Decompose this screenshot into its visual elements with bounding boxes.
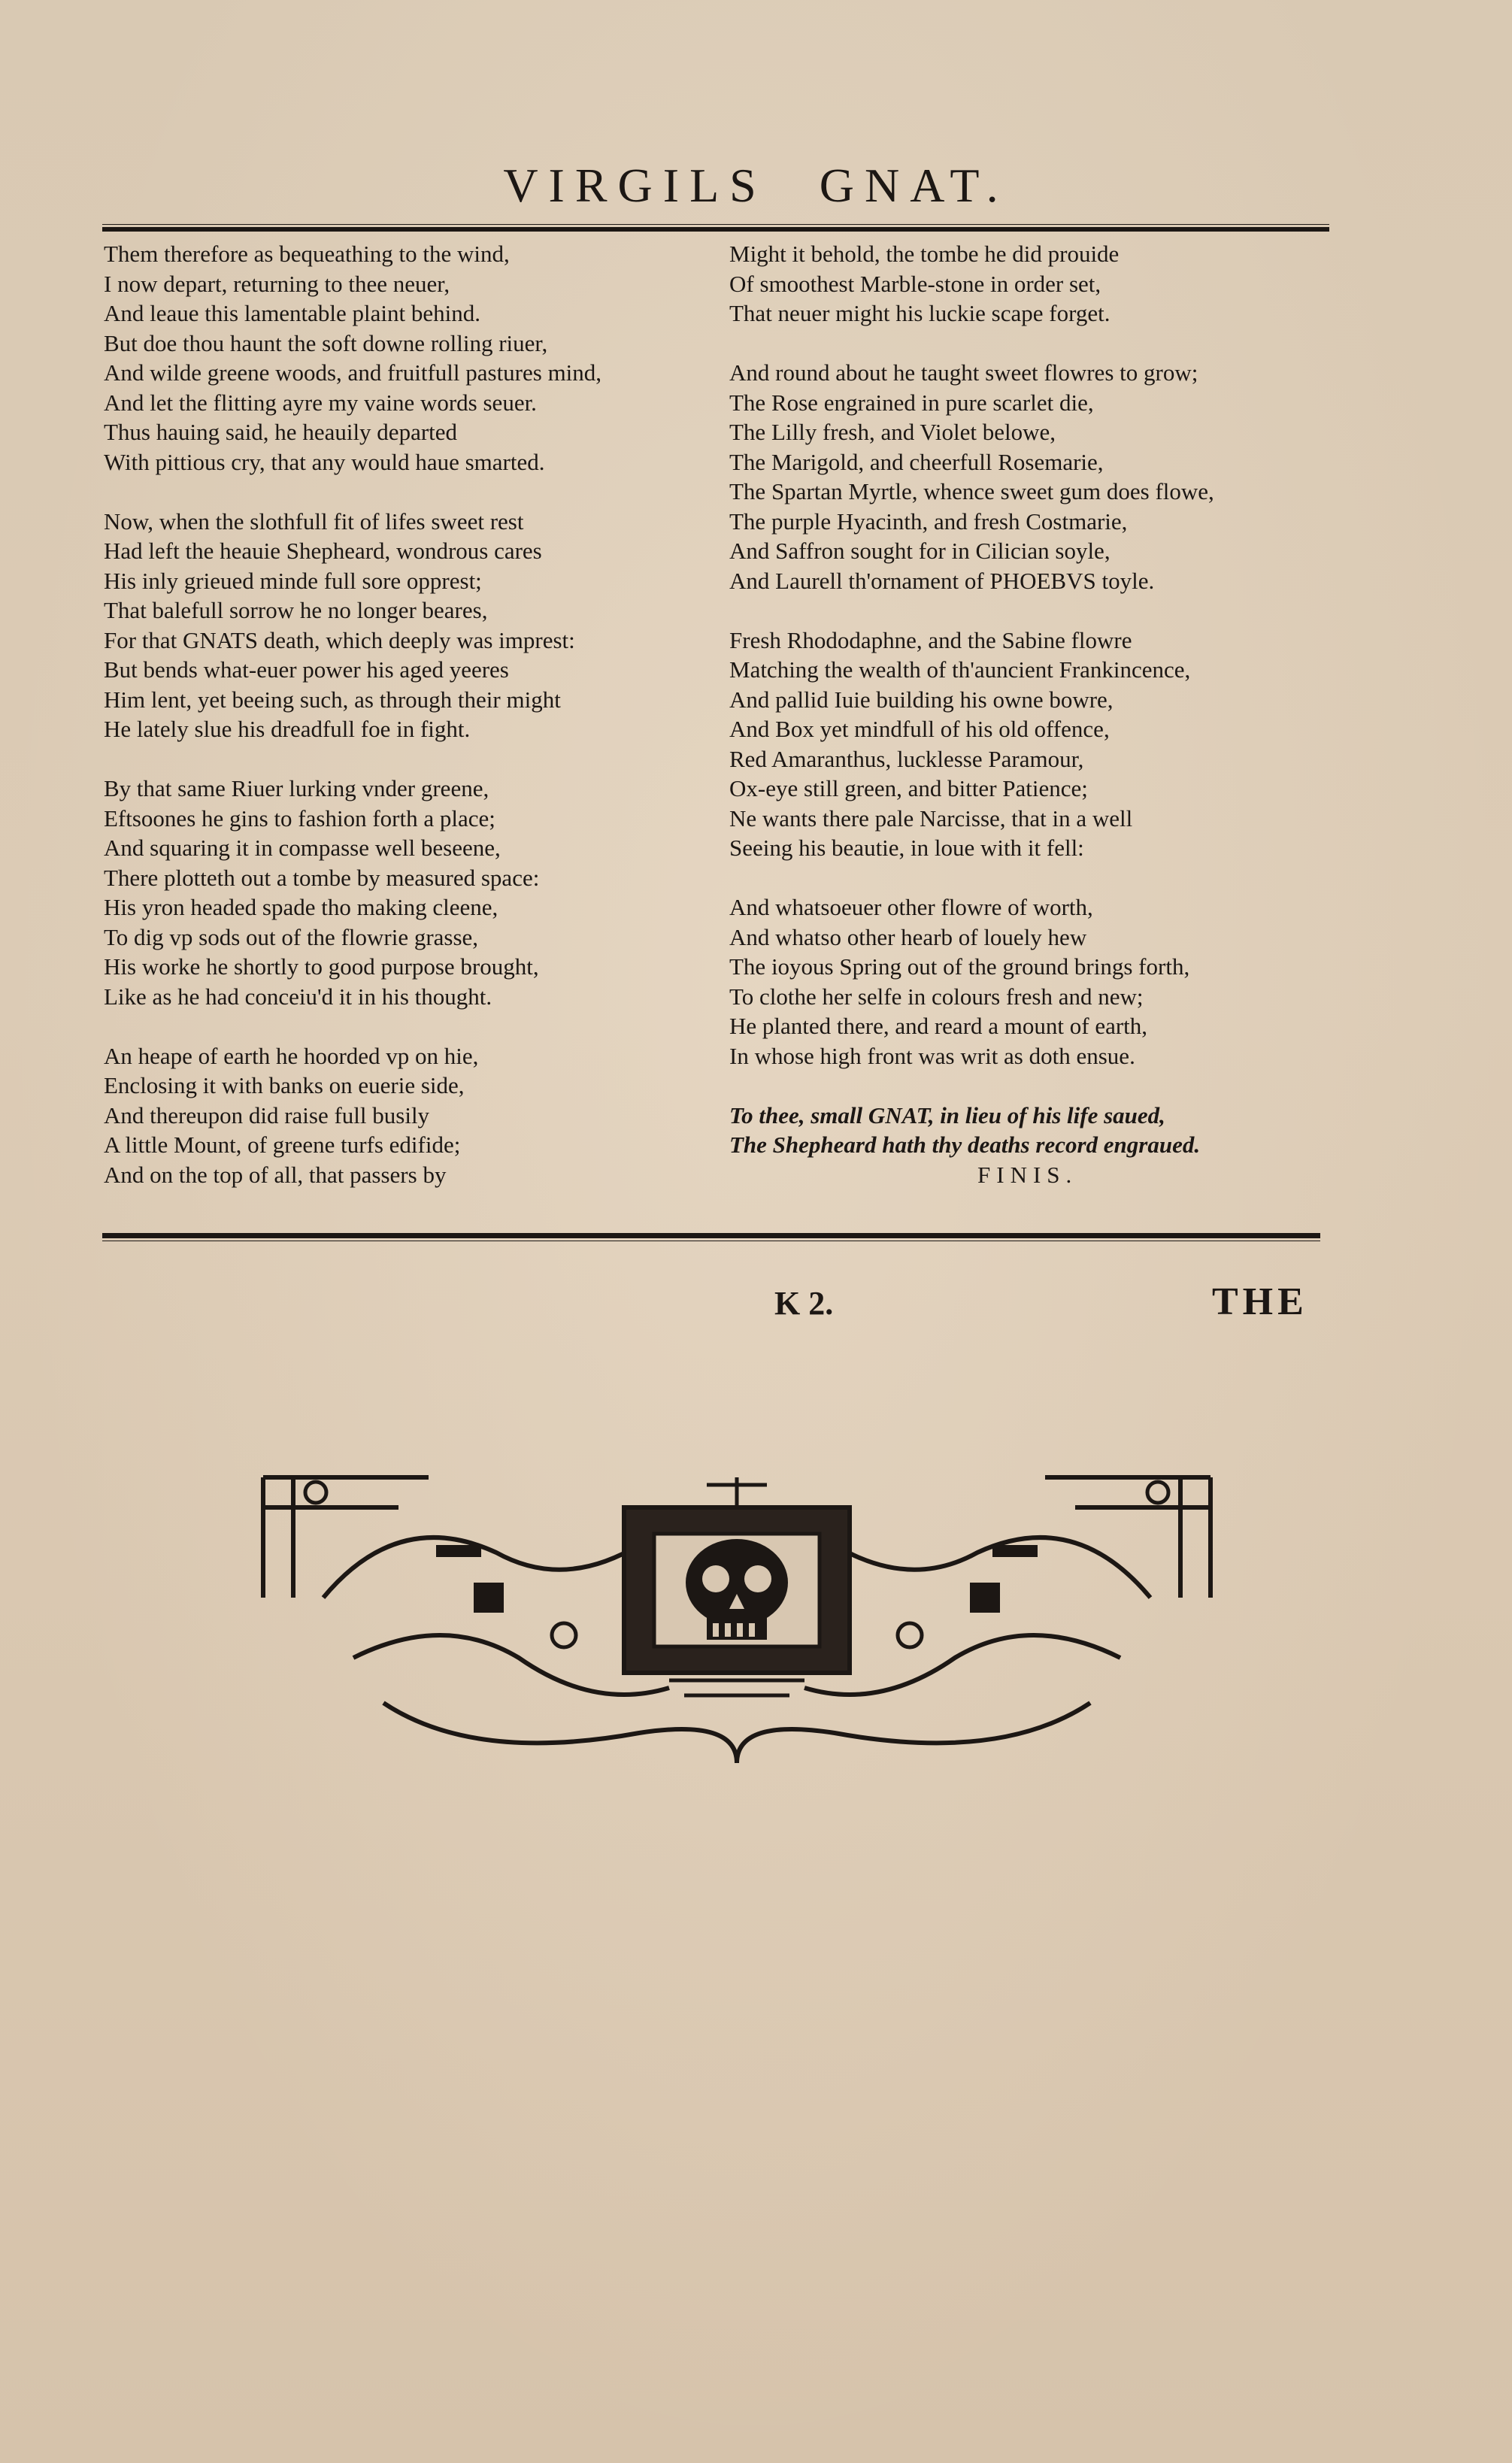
- verse-line: And Box yet mindfull of his old offence,: [729, 716, 1110, 742]
- verse-line: And on the top of all, that passers by: [104, 1161, 447, 1188]
- verse-line: Fresh Rhododaphne, and the Sabine flowre: [729, 626, 1132, 653]
- verse-line: The Marigold, and cheerfull Rosemarie,: [729, 448, 1104, 475]
- verse-line: Of smoothest Marble-stone in order set,: [729, 270, 1101, 297]
- verse-line: Now, when the slothfull fit of lifes sweet rest: [104, 507, 524, 535]
- header-word-virgils: VIRGILS: [503, 159, 767, 212]
- verse-line: And wilde greene woods, and fruitfull pastures mind,: [104, 359, 602, 386]
- verse-line: With pittious cry, that any would haue smarted.: [104, 448, 545, 475]
- verse-line: And whatso other hearb of louely hew: [729, 923, 1087, 950]
- epitaph-line: The Shepheard hath thy deaths record engraued.: [729, 1132, 1201, 1158]
- left-column: [104, 239, 601, 1189]
- verse-line: That neuer might his luckie scape forget.: [729, 300, 1111, 326]
- verse-line: Him lent, yet beeing such, as through their might: [104, 686, 561, 713]
- verse-line: The Spartan Myrtle, whence sweet gum does flowe,: [729, 478, 1214, 504]
- verse-line: For that GNATS death, which deeply was imprest:: [104, 626, 575, 653]
- verse-line: And thereupon did raise full busily: [104, 1101, 430, 1128]
- verse-line: But bends what-euer power his aged yeeres: [104, 656, 509, 683]
- header-rule: [102, 227, 1329, 232]
- stanza-gap: [729, 329, 1214, 359]
- signature-mark: K 2.: [774, 1285, 834, 1322]
- verse-line: The purple Hyacinth, and fresh Costmarie,: [729, 507, 1128, 535]
- verse-line: His worke he shortly to good purpose brought,: [104, 953, 539, 980]
- verse-line: Had left the heauie Shepheard, wondrous cares: [104, 538, 542, 564]
- verse-line: Them therefore as bequeathing to the wind,: [104, 241, 510, 267]
- verse-line: His inly grieued minde full sore opprest;: [104, 567, 482, 594]
- verse-line: And let the flitting ayre my vaine words seuer.: [104, 389, 537, 416]
- verse-line: And pallid Iuie building his owne bowre,: [729, 686, 1114, 713]
- right-column: [729, 239, 1214, 1189]
- verse-line: Red Amaranthus, lucklesse Paramour,: [729, 745, 1084, 772]
- stanza-gap: [729, 1071, 1214, 1101]
- verse-line: And Laurell th'ornament of PHOEBVS toyle.: [729, 567, 1155, 594]
- verse-line: To dig vp sods out of the flowrie grasse,: [104, 923, 479, 950]
- verse-line: The ioyous Spring out of the ground brings forth,: [729, 953, 1190, 980]
- verse-line: A little Mount, of greene turfs edifide;: [104, 1132, 461, 1158]
- verse-line: Might it behold, the tombe he did prouide: [729, 241, 1120, 267]
- catchword: THE: [1212, 1280, 1308, 1323]
- verse-line: And Saffron sought for in Cilician soyle,: [729, 538, 1111, 564]
- verse-line: By that same Riuer lurking vnder greene,: [104, 775, 489, 801]
- verse-line: The Lilly fresh, and Violet belowe,: [729, 419, 1056, 445]
- skull-headpiece-ornament-icon: [248, 1462, 1226, 1778]
- verse-line: Ox-eye still green, and bitter Patience;: [729, 775, 1088, 801]
- verse-line: He planted there, and reard a mount of earth,: [729, 1013, 1148, 1039]
- verse-line: Matching the wealth of th'auncient Frankincence,: [729, 656, 1191, 683]
- verse-line: That balefull sorrow he no longer beares,: [104, 597, 488, 623]
- stanza-gap: [104, 744, 601, 774]
- running-header: [0, 158, 1512, 214]
- footer-rule: [102, 1233, 1320, 1238]
- verse-line: In whose high front was writ as doth ensue.: [729, 1042, 1135, 1069]
- verse-line: Enclosing it with banks on euerie side,: [104, 1072, 465, 1098]
- stanza-gap: [729, 863, 1214, 893]
- header-rule-thin: [102, 224, 1329, 225]
- verse-line: Thus hauing said, he heauily departed: [104, 419, 458, 445]
- stanza-gap: [729, 595, 1214, 626]
- verse-line: There plotteth out a tombe by measured space:: [104, 864, 540, 891]
- stanza-gap: [104, 477, 601, 507]
- verse-line: And leaue this lamentable plaint behind.: [104, 300, 481, 326]
- verse-line: His yron headed spade tho making cleene,: [104, 894, 498, 920]
- stanza-gap: [104, 1011, 601, 1041]
- verse-line: An heape of earth he hoorded vp on hie,: [104, 1042, 479, 1069]
- verse-line: To clothe her selfe in colours fresh and new;: [729, 983, 1144, 1010]
- verse-line: He lately slue his dreadfull foe in fight.: [104, 716, 471, 742]
- verse-line: But doe thou haunt the soft downe rolling riuer,: [104, 329, 548, 356]
- verse-line: Ne wants there pale Narcisse, that in a well: [729, 804, 1133, 832]
- verse-line: The Rose engrained in pure scarlet die,: [729, 389, 1094, 416]
- header-word-gnat: GNAT.: [819, 159, 1009, 212]
- verse-line: And squaring it in compasse well beseene,: [104, 835, 501, 861]
- epitaph-line: To thee, small GNAT, in lieu of his life saued,: [729, 1101, 1165, 1128]
- verse-line: Eftsoones he gins to fashion forth a place;: [104, 804, 495, 832]
- verse-line: I now depart, returning to thee neuer,: [104, 270, 450, 297]
- verse-line: Seeing his beautie, in loue with it fell:: [729, 835, 1084, 861]
- verse-line: And round about he taught sweet flowres to grow;: [729, 359, 1198, 386]
- finis-label: FINIS.: [977, 1161, 1078, 1188]
- verse-line: And whatsoeuer other flowre of worth,: [729, 894, 1093, 920]
- verse-line: Like as he had conceiu'd it in his thought.: [104, 983, 492, 1010]
